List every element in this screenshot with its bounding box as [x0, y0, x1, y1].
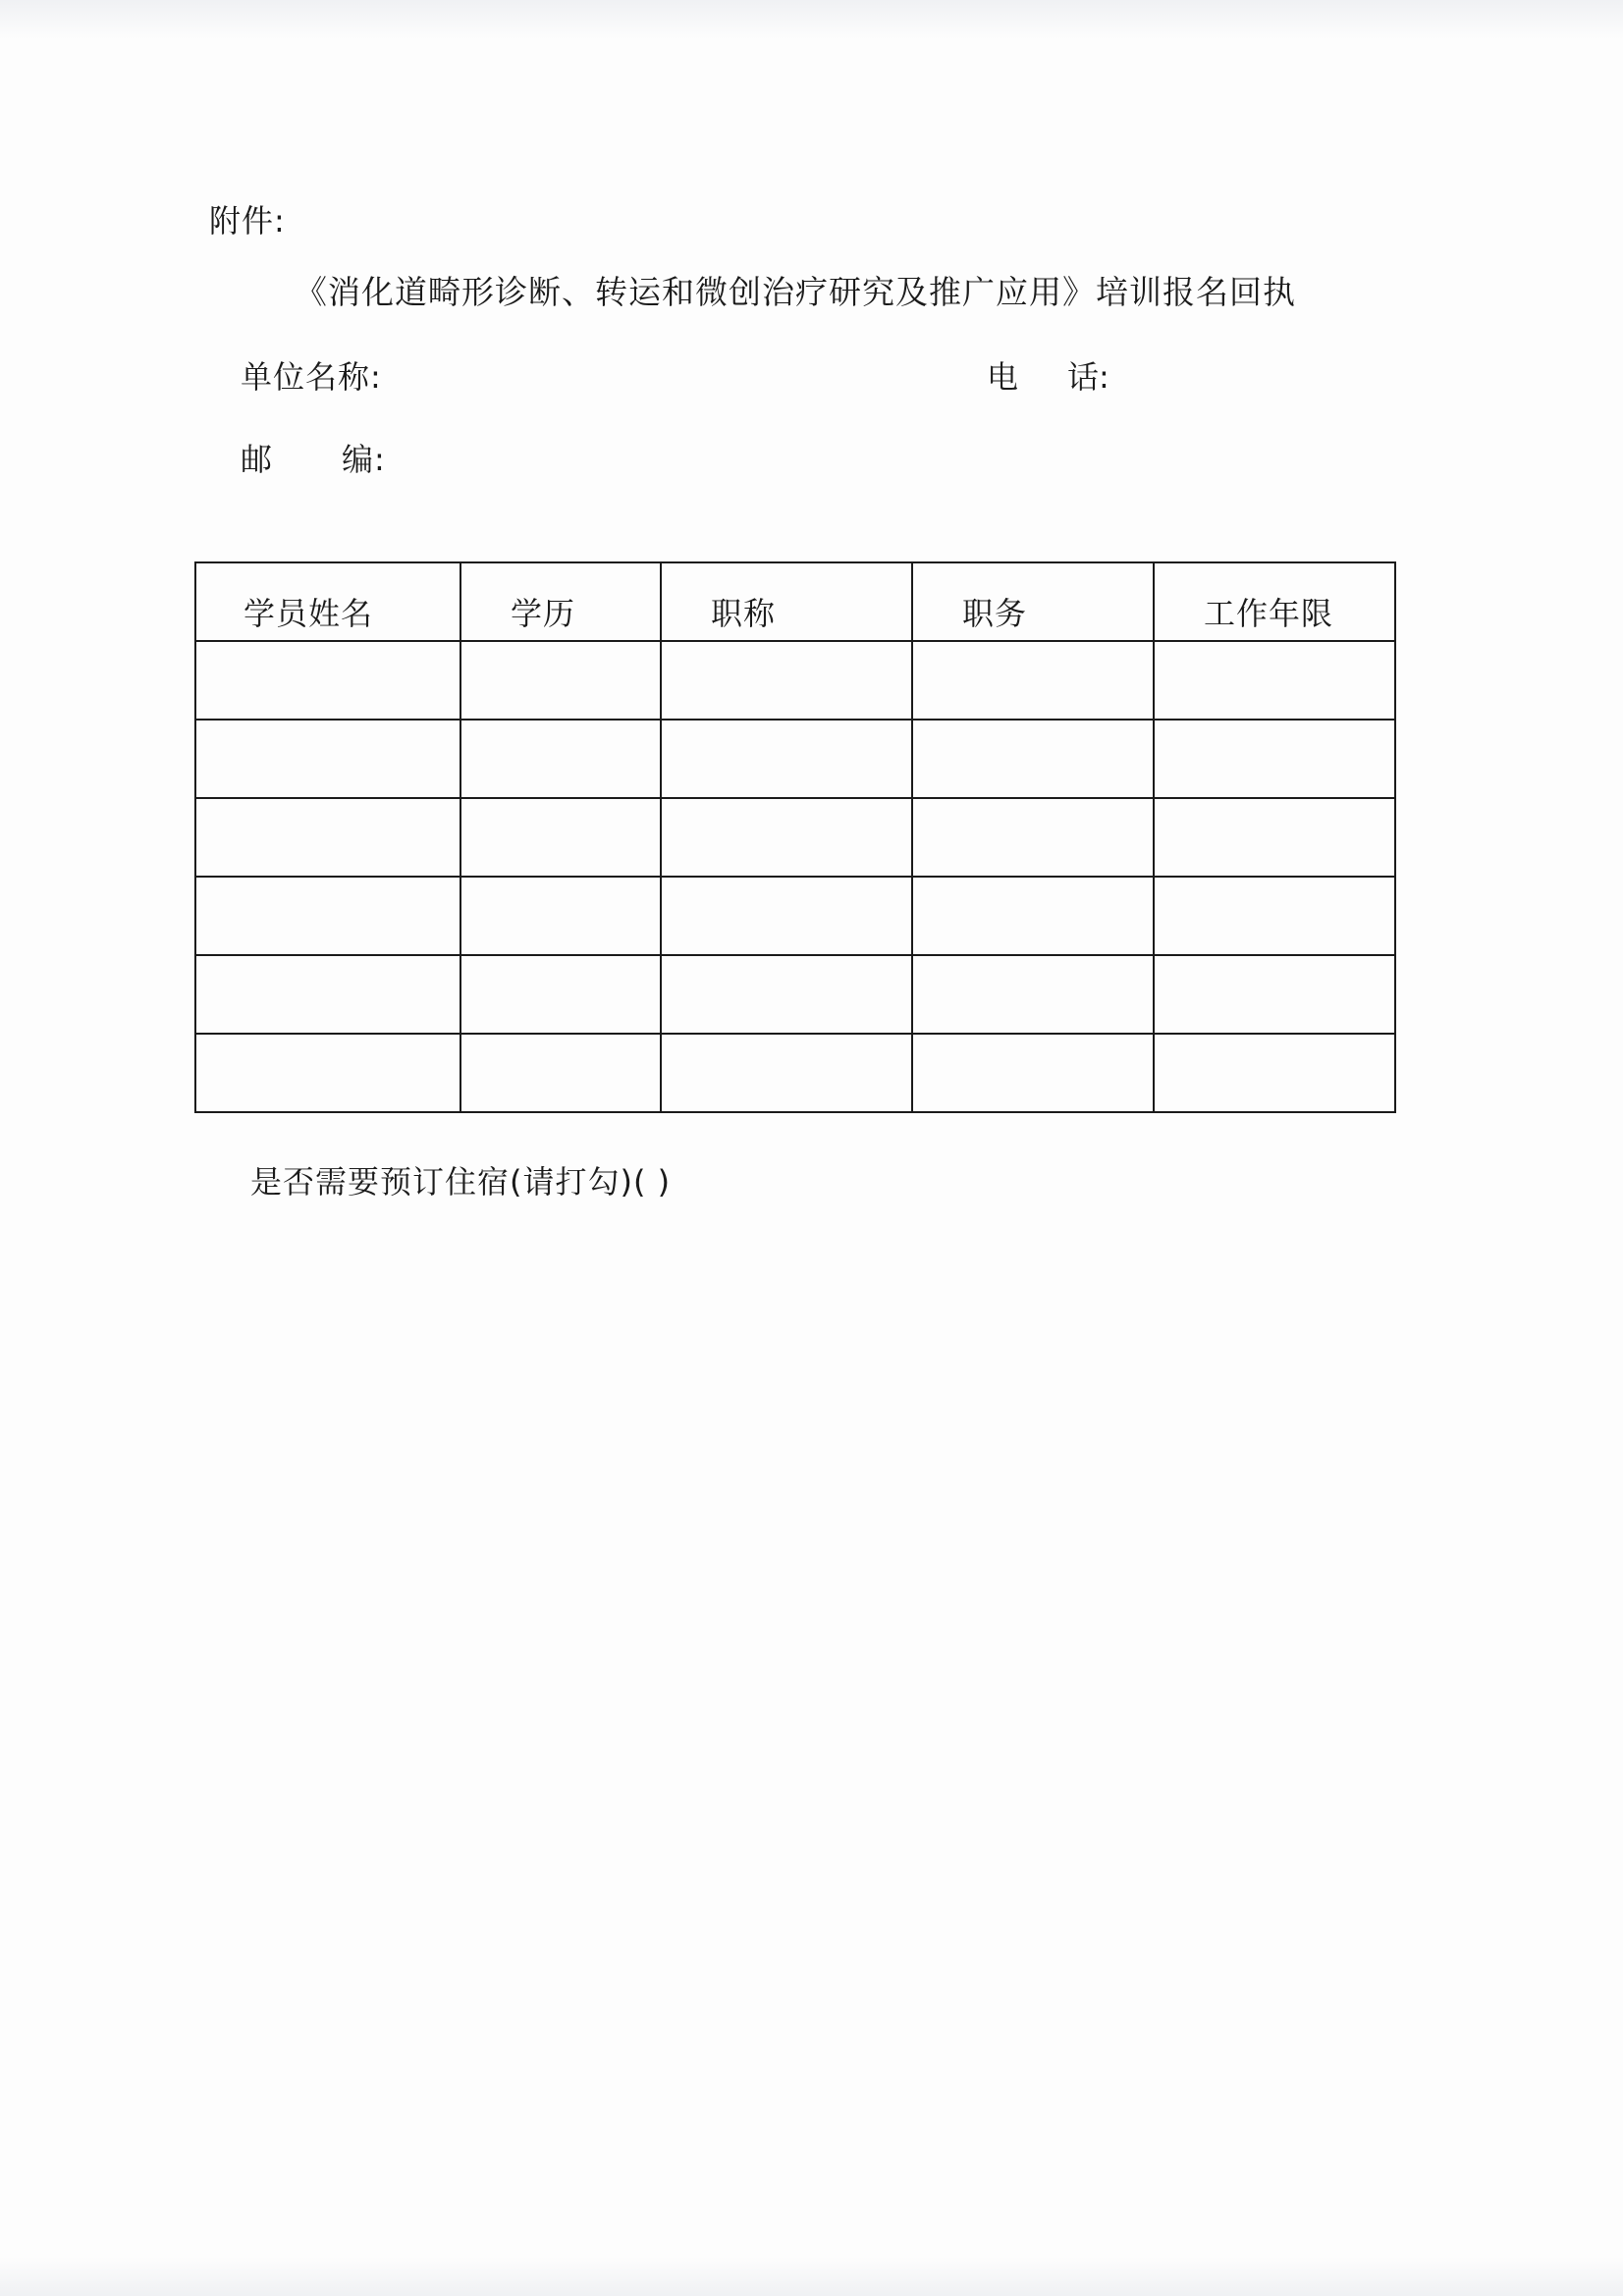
table-row: [195, 720, 1395, 798]
table-row: [195, 955, 1395, 1034]
table-cell: [1154, 720, 1395, 798]
table-row: [195, 641, 1395, 720]
table-cell: [912, 798, 1154, 877]
table-cell: [195, 877, 460, 955]
table-row: [195, 1034, 1395, 1112]
table-cell: [661, 720, 912, 798]
table-cell: [1154, 877, 1395, 955]
table-cell: [460, 1034, 661, 1112]
attachment-label: 附件:: [209, 202, 286, 240]
table-cell: [195, 641, 460, 720]
phone-label-part2: 话:: [1067, 358, 1109, 396]
header-working-years: 工作年限: [1154, 562, 1395, 641]
header-position: 职务: [912, 562, 1154, 641]
table-cell: [460, 720, 661, 798]
table-cell: [195, 1034, 460, 1112]
postcode-label: [241, 440, 386, 479]
table-cell: [460, 798, 661, 877]
table-cell: [912, 955, 1154, 1034]
lodging-question: 是否需要预订住宿(请打勾)( ): [250, 1163, 672, 1201]
table-cell: [195, 798, 460, 877]
table-cell: [912, 877, 1154, 955]
table-cell: [661, 955, 912, 1034]
phone-label: [987, 357, 1109, 397]
scan-shadow-bottom: [0, 2257, 1623, 2296]
table-cell: [661, 1034, 912, 1112]
registration-table: [194, 561, 1396, 1113]
table-cell: [912, 720, 1154, 798]
table-cell: [1154, 641, 1395, 720]
table-row: [195, 798, 1395, 877]
header-education: 学历: [460, 562, 661, 641]
unit-name-label: 单位名称:: [241, 358, 382, 396]
header-student-name: 学员姓名: [195, 562, 460, 641]
table-cell: [661, 798, 912, 877]
table-cell: [912, 1034, 1154, 1112]
scan-shadow-top: [0, 0, 1623, 39]
table-cell: [1154, 955, 1395, 1034]
table-cell: [1154, 1034, 1395, 1112]
table-cell: [460, 955, 661, 1034]
table-row: [195, 877, 1395, 955]
phone-label-part1: 电: [987, 358, 1019, 396]
table-cell: [195, 720, 460, 798]
postcode-label-part2: 编:: [342, 441, 386, 478]
table-cell: [460, 877, 661, 955]
table-cell: [460, 641, 661, 720]
form-title: 《消化道畸形诊断、转运和微创治疗研究及推广应用》培训报名回执: [295, 273, 1296, 311]
header-professional-title: 职称: [661, 562, 912, 641]
table-cell: [661, 641, 912, 720]
postcode-label-part1: 邮: [241, 441, 274, 478]
table-cell: [912, 641, 1154, 720]
table-cell: [1154, 798, 1395, 877]
table-cell: [661, 877, 912, 955]
table-cell: [195, 955, 460, 1034]
table-header-row: [195, 562, 1395, 641]
